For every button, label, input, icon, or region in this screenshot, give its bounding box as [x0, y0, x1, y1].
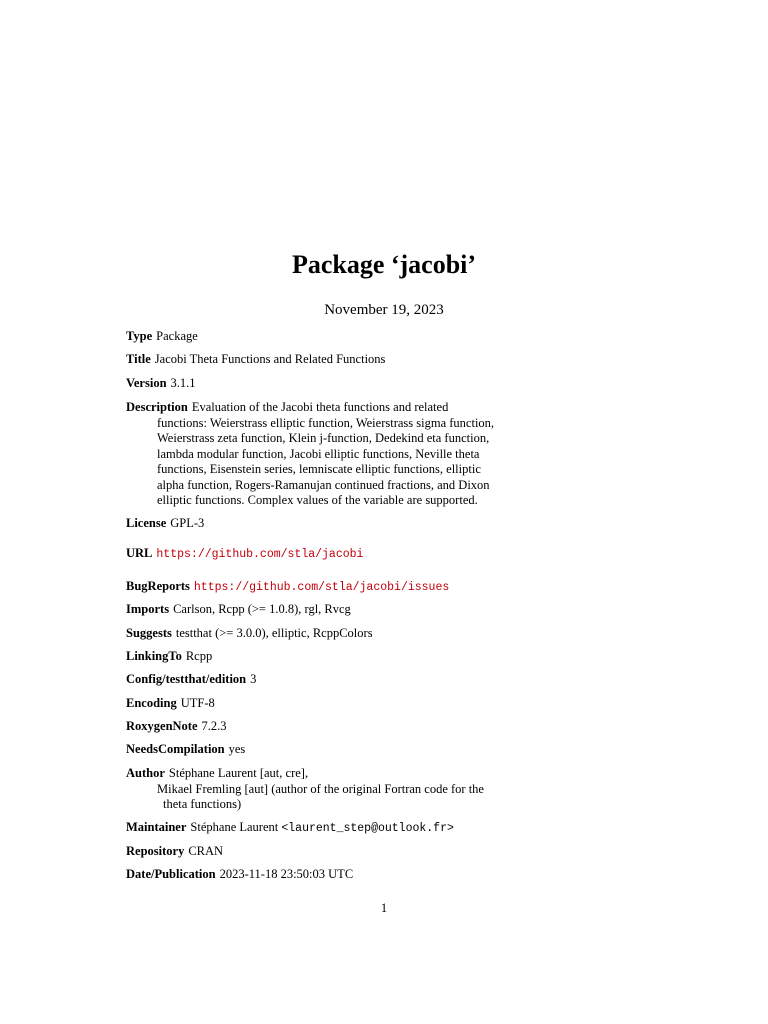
field-encoding [126, 696, 215, 712]
maintainer-name: Stéphane Laurent [190, 820, 279, 834]
field-key: Title [126, 352, 151, 366]
field-key: Author [126, 766, 165, 780]
bugreports-link[interactable]: https://github.com/stla/jacobi/issues [193, 581, 450, 594]
description-line: lambda modular function, Jacobi elliptic functions, Neville theta [157, 446, 480, 461]
field-key: Config/testthat/edition [126, 672, 247, 686]
page-title: Package ‘jacobi’ [291, 250, 477, 279]
field-maintainer [126, 820, 454, 837]
field-title [126, 352, 385, 368]
field-key: Version [126, 376, 167, 390]
field-repository [126, 844, 223, 860]
field-key: License [126, 516, 167, 530]
maintainer-email[interactable]: <laurent_step@outlook.fr> [281, 822, 454, 835]
field-description [126, 400, 646, 509]
field-key: Maintainer [126, 820, 187, 834]
field-key: RoxygenNote [126, 719, 198, 733]
field-key: Repository [126, 844, 185, 858]
field-url [126, 546, 363, 563]
field-value: Carlson, Rcpp (>= 1.0.8), rgl, Rvcg [173, 602, 351, 616]
field-suggests [126, 626, 373, 642]
field-value: testthat (>= 3.0.0), elliptic, RcppColors [175, 626, 373, 640]
field-value: 3 [250, 672, 257, 686]
field-value: Rcpp [185, 649, 213, 663]
page-number: 1 [380, 901, 388, 915]
field-config-testthat-edition [126, 672, 256, 688]
publication-date: November 19, 2023 [324, 302, 444, 318]
field-roxygennote [126, 719, 227, 735]
field-key: Encoding [126, 696, 177, 710]
field-key: URL [126, 546, 153, 560]
field-value: 3.1.1 [170, 376, 196, 390]
field-value: CRAN [188, 844, 224, 858]
description-line: functions, Eisenstein series, lemniscate elliptic functions, elliptic [157, 462, 481, 476]
field-needscompilation [126, 742, 245, 758]
description-line: Weierstrass zeta function, Klein j-function, Dedekind eta function, [157, 431, 490, 445]
description-line: functions: Weierstrass elliptic function, Weierstrass sigma function, [157, 415, 495, 430]
field-key: Date/Publication [126, 867, 216, 881]
url-link[interactable]: https://github.com/stla/jacobi [156, 548, 364, 561]
field-type [126, 329, 198, 345]
description-line: alpha function, Rogers-Ramanujan continued fractions, and Dixon [157, 477, 490, 492]
field-value: Package [156, 329, 198, 343]
field-imports [126, 602, 351, 618]
field-value: Jacobi Theta Functions and Related Functions [154, 352, 386, 366]
author-line: theta functions) [163, 797, 242, 811]
field-author [126, 766, 646, 813]
field-value: yes [228, 742, 246, 756]
description-line: Evaluation of the Jacobi theta functions and related [191, 400, 449, 414]
field-bugreports [126, 579, 449, 596]
field-license [126, 516, 204, 532]
field-key: LinkingTo [126, 649, 182, 663]
field-value: GPL-3 [170, 516, 205, 530]
author-line: Stéphane Laurent [aut, cre], [168, 766, 309, 780]
description-line: elliptic functions. Complex values of the variable are supported. [157, 493, 478, 507]
field-version [126, 376, 196, 392]
field-date-publication [126, 867, 353, 883]
field-value: UTF-8 [180, 696, 215, 710]
author-line: Mikael Fremling [aut] (author of the original Fortran code for the [157, 781, 484, 796]
field-linkingto [126, 649, 212, 665]
field-value: 7.2.3 [201, 719, 227, 733]
field-key: Suggests [126, 626, 172, 640]
field-value: 2023-11-18 23:50:03 UTC [219, 867, 354, 881]
field-key: NeedsCompilation [126, 742, 225, 756]
field-key: Imports [126, 602, 170, 616]
field-key: Type [126, 329, 153, 343]
field-key: BugReports [126, 579, 190, 593]
field-key: Description [126, 400, 188, 414]
